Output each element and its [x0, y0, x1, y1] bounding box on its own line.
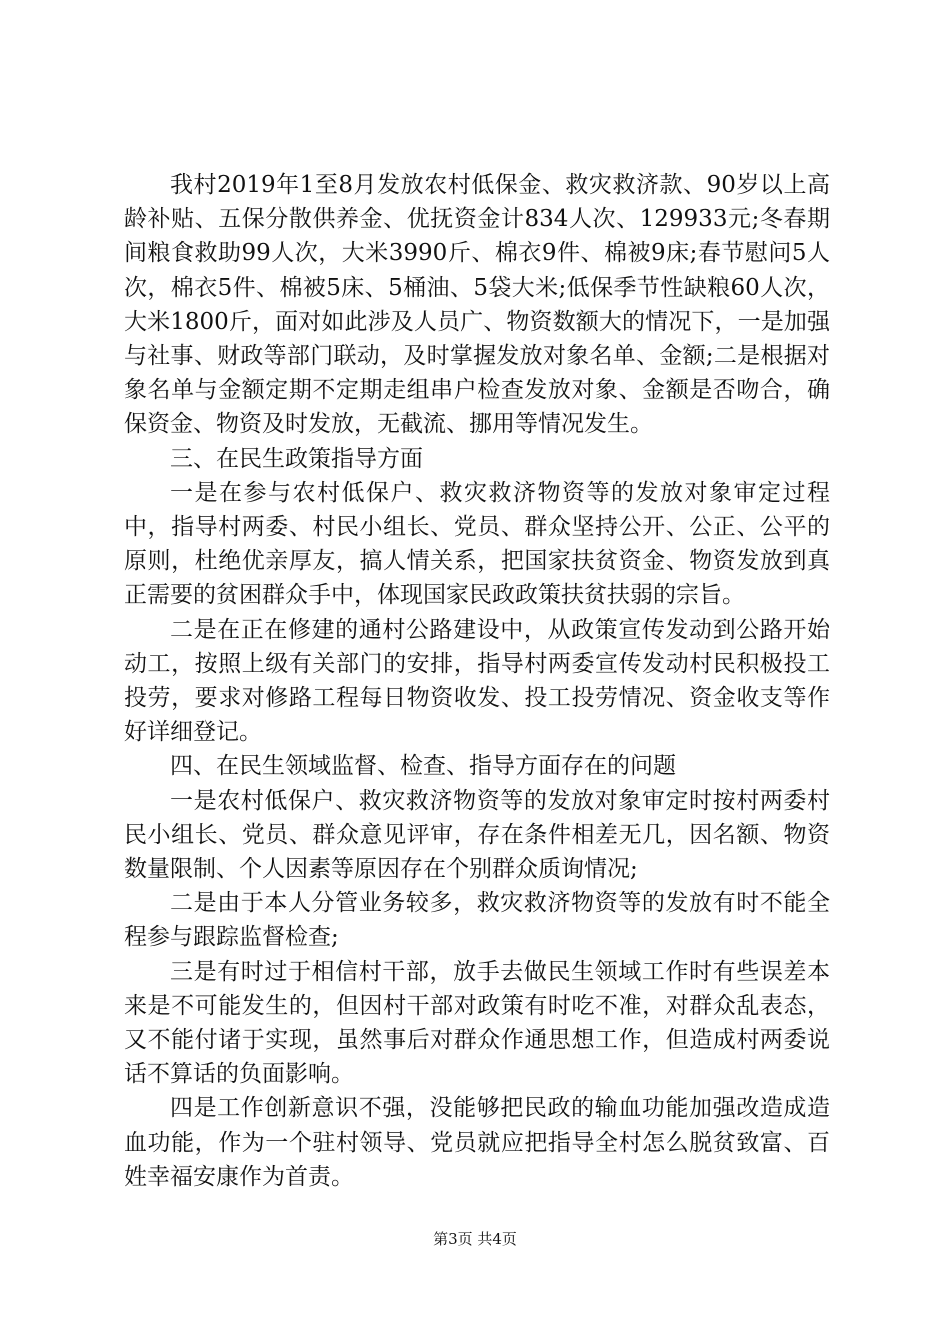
paragraph-problem-second: 二是由于本人分管业务较多，救灾救济物资等的发放有时不能全程参与跟踪监督检查;	[124, 890, 830, 951]
paragraph-problem-third: 三是有时过于相信村干部，放手去做民生领域工作时有些误差本来是不可能发生的，但因村干部对政策有时吃不准，对群众乱表态，又不能付诸于实现，虽然事后对群众作通思想工作，但造成村两委说话不算话的负面影响。	[124, 958, 830, 1088]
page-number-footer: 第3页 共4页	[433, 1230, 517, 1248]
section-heading-problems: 四、在民生领域监督、检查、指导方面存在的问题	[170, 753, 676, 780]
paragraph-problem-first: 一是农村低保户、救灾救济物资等的发放对象审定时按村两委村民小组长、党员、群众意见评审，存在条件相差无几，因名额、物资数量限制、个人因素等原因存在个别群众质询情况;	[124, 787, 830, 883]
paragraph-guidance-second: 二是在正在修建的通村公路建设中，从政策宣传发动到公路开始动工，按照上级有关部门的安排，指导村两委宣传发动村民积极投工投劳，要求对修路工程每日物资收发、投工投劳情况、资金收支等作好详细登记。	[124, 616, 830, 746]
paragraph-relief-statistics: 我村2019年1至8月发放农村低保金、救灾救济款、90岁以上高龄补贴、五保分散供养金、优抚资金计834人次、129933元;冬春期间粮食救助99人次，大米3990斤、棉衣9件、棉被9床;春节慰问5人次，棉衣5件、棉被5床、5桶油、5袋大米;低保季节性缺粮60人次，大米1800斤，面对如此涉及人员广、物资数额大的情况下，一是加强与社事、财政等部门联动，及时掌握发放对象名单、金额;二是根据对象名单与金额定期不定期走组串户检查发放对象、金额是否吻合，确保资金、物资及时发放，无截流、挪用等情况发生。	[124, 172, 830, 438]
section-heading-policy-guidance: 三、在民生政策指导方面	[170, 445, 423, 472]
paragraph-problem-fourth: 四是工作创新意识不强，没能够把民政的输血功能加强改造成造血功能，作为一个驻村领导、党员就应把指导全村怎么脱贫致富、百姓幸福安康作为首责。	[124, 1095, 830, 1190]
document-body	[124, 168, 830, 1194]
paragraph-guidance-first: 一是在参与农村低保户、救灾救济物资等的发放对象审定过程中，指导村两委、村民小组长、党员、群众坚持公开、公正、公平的原则，杜绝优亲厚友，搞人情关系，把国家扶贫资金、物资发放到真正需要的贫困群众手中，体现国家民政政策扶贫扶弱的宗旨。	[124, 479, 830, 609]
